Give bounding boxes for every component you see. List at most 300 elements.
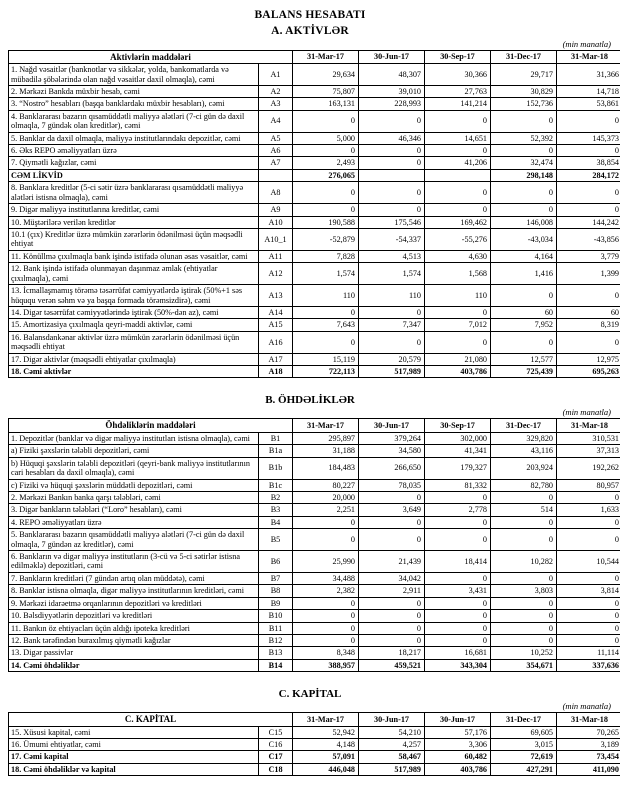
liabilities-row-value: 10,544 bbox=[557, 551, 620, 573]
table-row bbox=[9, 216, 620, 228]
assets-row-value bbox=[359, 169, 425, 181]
table-row bbox=[9, 229, 620, 251]
liabilities-row-value: 81,332 bbox=[425, 479, 491, 491]
liabilities-row-value: 0 bbox=[425, 572, 491, 584]
assets-unit-note: (min manatla) bbox=[8, 39, 611, 49]
assets-row-value: 145,373 bbox=[557, 132, 620, 144]
assets-row-value: 14,718 bbox=[557, 85, 620, 97]
assets-row-value: 0 bbox=[491, 145, 557, 157]
liabilities-row-value: 0 bbox=[293, 529, 359, 551]
table-row bbox=[9, 659, 620, 671]
capital-row-value: 58,467 bbox=[359, 751, 425, 763]
liabilities-row-label: b) Hüquqi şəxslərin tələbli depozitləri (qeyri-bank maliyyə institutlarının cari hesabları da daxil olmaqla), cəmi bbox=[9, 457, 259, 479]
capital-row-value: 3,306 bbox=[425, 739, 491, 751]
assets-col-4: 31-Dec-17 bbox=[491, 50, 557, 63]
assets-row-value: 722,113 bbox=[293, 366, 359, 378]
assets-row-value: 30,366 bbox=[425, 64, 491, 86]
table-row bbox=[9, 169, 620, 181]
capital-col-2: 30-Jun-17 bbox=[359, 713, 425, 726]
assets-row-value: 190,588 bbox=[293, 216, 359, 228]
capital-col-3: 30-Jun-17 bbox=[425, 713, 491, 726]
assets-row-value: 0 bbox=[491, 331, 557, 353]
table-row bbox=[9, 353, 620, 365]
assets-row-value bbox=[425, 169, 491, 181]
liabilities-row-value: 0 bbox=[359, 529, 425, 551]
assets-row-value: 2,493 bbox=[293, 157, 359, 169]
assets-row-value: 21,080 bbox=[425, 353, 491, 365]
assets-row-value: 0 bbox=[425, 331, 491, 353]
liabilities-row-value: 0 bbox=[491, 572, 557, 584]
liabilities-row-code: B2 bbox=[259, 491, 293, 503]
assets-row-code bbox=[259, 169, 293, 181]
table-row bbox=[9, 622, 620, 634]
liabilities-row-value: 0 bbox=[425, 491, 491, 503]
liabilities-row-value: 3,803 bbox=[491, 585, 557, 597]
liabilities-row-value: 0 bbox=[491, 491, 557, 503]
liabilities-row-label: 3. Digər bankların tələbləri (“Loro” hesabları), cəmi bbox=[9, 504, 259, 516]
assets-row-value: 169,462 bbox=[425, 216, 491, 228]
assets-row-value: 46,346 bbox=[359, 132, 425, 144]
table-row bbox=[9, 726, 620, 738]
document-title-line2: A. AKTİVLƏR bbox=[8, 24, 612, 38]
liabilities-row-value: 3,431 bbox=[425, 585, 491, 597]
liabilities-row-label: 4. REPO əməliyyatları üzrə bbox=[9, 516, 259, 528]
assets-row-code: A14 bbox=[259, 306, 293, 318]
assets-row-value: 7,828 bbox=[293, 250, 359, 262]
table-row bbox=[9, 529, 620, 551]
table-row bbox=[9, 610, 620, 622]
liabilities-row-code: B13 bbox=[259, 647, 293, 659]
assets-row-label: 1. Nağd vəsaitlər (banknotlar və sikkələr, yolda, bankomatlarda və mübadilə şöbələrində olan nağd vəsaitlər daxil olmaqla), cəmi bbox=[9, 64, 259, 86]
liabilities-row-value: 459,521 bbox=[359, 659, 425, 671]
assets-row-value: 53,861 bbox=[557, 98, 620, 110]
table-row bbox=[9, 319, 620, 331]
liabilities-row-code: B3 bbox=[259, 504, 293, 516]
assets-row-label: 6. Əks REPO əməliyyatları üzrə bbox=[9, 145, 259, 157]
assets-row-value: 517,989 bbox=[359, 366, 425, 378]
liabilities-row-value: 0 bbox=[359, 516, 425, 528]
assets-header-label: Aktivlərin maddələri bbox=[9, 50, 293, 63]
table-row bbox=[9, 432, 620, 444]
liabilities-col-2: 30-Jun-17 bbox=[359, 419, 425, 432]
assets-row-value: 0 bbox=[359, 331, 425, 353]
assets-row-value: 29,634 bbox=[293, 64, 359, 86]
capital-row-value: 427,291 bbox=[491, 763, 557, 775]
liabilities-row-label: 6. Bankların və digər maliyyə institutların (3-cü və 5-ci sətirlər istisna edilməklə) depozitləri, cəmi bbox=[9, 551, 259, 573]
liabilities-row-value: 0 bbox=[491, 529, 557, 551]
capital-row-value: 4,257 bbox=[359, 739, 425, 751]
assets-col-5: 31-Mar-18 bbox=[557, 50, 620, 63]
capital-row-value: 446,048 bbox=[293, 763, 359, 775]
assets-row-value: 4,513 bbox=[359, 250, 425, 262]
assets-row-value: 0 bbox=[293, 306, 359, 318]
assets-row-value: 31,366 bbox=[557, 64, 620, 86]
assets-row-value: 7,347 bbox=[359, 319, 425, 331]
capital-row-value: 73,454 bbox=[557, 751, 620, 763]
liabilities-row-value: 0 bbox=[557, 529, 620, 551]
assets-row-code: A1 bbox=[259, 64, 293, 86]
assets-row-label: 17. Digər aktivlər (məqsədli ehtiyatlar çıxılmaqla) bbox=[9, 353, 259, 365]
assets-row-value: 0 bbox=[425, 110, 491, 132]
assets-row-label: 13. İcmallaşmamış törəmə təsərrüfat cəmiyyətlərdə iştirak (50%+1 səs hüququ verən səhm və ya başqa formada törəmsizdirə), cəmi bbox=[9, 285, 259, 307]
liabilities-row-value: 25,990 bbox=[293, 551, 359, 573]
assets-table bbox=[8, 50, 620, 379]
capital-header-label: C. KAPİTAL bbox=[9, 713, 293, 726]
assets-row-value: 0 bbox=[359, 157, 425, 169]
capital-row-code: C17 bbox=[259, 751, 293, 763]
liabilities-unit-note: (min manatla) bbox=[8, 407, 611, 417]
liabilities-row-value: 0 bbox=[425, 610, 491, 622]
table-row bbox=[9, 64, 620, 86]
liabilities-header-label: Öhdəliklərin maddələri bbox=[9, 419, 293, 432]
liabilities-row-code: B5 bbox=[259, 529, 293, 551]
liabilities-row-code: B1a bbox=[259, 445, 293, 457]
liabilities-row-code: B11 bbox=[259, 622, 293, 634]
liabilities-row-value: 0 bbox=[425, 597, 491, 609]
assets-row-value: 4,630 bbox=[425, 250, 491, 262]
liabilities-row-value: 2,778 bbox=[425, 504, 491, 516]
liabilities-row-value: 21,439 bbox=[359, 551, 425, 573]
assets-row-value: 0 bbox=[491, 285, 557, 307]
liabilities-row-label: 12. Bank tərəfindən buraxılmış qiymətli kağızlar bbox=[9, 635, 259, 647]
table-row bbox=[9, 250, 620, 262]
assets-row-code: A10_1 bbox=[259, 229, 293, 251]
liabilities-row-value: 10,282 bbox=[491, 551, 557, 573]
assets-row-label: 12. Bank işində istifadə olunmayan daşınmaz əmlak (ehtiyatlar çıxılmaqla), cəmi bbox=[9, 263, 259, 285]
assets-row-value: 110 bbox=[425, 285, 491, 307]
liabilities-row-value: 0 bbox=[425, 635, 491, 647]
table-row bbox=[9, 445, 620, 457]
table-row bbox=[9, 331, 620, 353]
table-row bbox=[9, 204, 620, 216]
assets-row-value: -43,856 bbox=[557, 229, 620, 251]
capital-row-value: 52,942 bbox=[293, 726, 359, 738]
liabilities-table bbox=[8, 418, 620, 672]
liabilities-col-4: 31-Dec-17 bbox=[491, 419, 557, 432]
assets-row-value: 0 bbox=[359, 306, 425, 318]
liabilities-row-label: 10. Bəlsdiyyətlərin depozitləri və kreditləri bbox=[9, 610, 259, 622]
assets-row-value: 0 bbox=[359, 110, 425, 132]
liabilities-row-label: 2. Mərkəzi Bankın banka qarşı tələbləri, cəmi bbox=[9, 491, 259, 503]
assets-row-value: 14,651 bbox=[425, 132, 491, 144]
assets-col-1: 31-Mar-17 bbox=[293, 50, 359, 63]
assets-row-value: 175,546 bbox=[359, 216, 425, 228]
assets-row-value: 0 bbox=[557, 182, 620, 204]
liabilities-row-value: 388,957 bbox=[293, 659, 359, 671]
liabilities-row-value: 0 bbox=[557, 610, 620, 622]
assets-row-value: 228,993 bbox=[359, 98, 425, 110]
assets-row-label: 3. “Nostro” hesabları (başqa banklardakı müxbir hesabları), cəmi bbox=[9, 98, 259, 110]
liabilities-row-value: 192,262 bbox=[557, 457, 620, 479]
table-row bbox=[9, 98, 620, 110]
liabilities-row-value: 0 bbox=[491, 597, 557, 609]
assets-row-value: 60 bbox=[491, 306, 557, 318]
table-row bbox=[9, 491, 620, 503]
table-row bbox=[9, 551, 620, 573]
liabilities-row-value: 0 bbox=[557, 622, 620, 634]
assets-row-code: A7 bbox=[259, 157, 293, 169]
table-row bbox=[9, 635, 620, 647]
assets-row-value: 0 bbox=[491, 182, 557, 204]
liabilities-row-value: 2,382 bbox=[293, 585, 359, 597]
assets-row-value: 41,206 bbox=[425, 157, 491, 169]
table-row bbox=[9, 751, 620, 763]
table-row bbox=[9, 516, 620, 528]
liabilities-row-value: 0 bbox=[359, 635, 425, 647]
assets-row-label: 4. Banklararası bazarın qısamüddətli maliyyə alətləri (7-ci gün də daxil olmaqla, 7 gündək olan kreditlər), cəmi bbox=[9, 110, 259, 132]
assets-row-code: A17 bbox=[259, 353, 293, 365]
assets-row-label: 5. Banklar da daxil olmaqla, maliyyə institutlarındakı depozitlər, cəmi bbox=[9, 132, 259, 144]
assets-row-value: 0 bbox=[425, 182, 491, 204]
assets-row-value: 7,012 bbox=[425, 319, 491, 331]
capital-col-4: 31-Dec-17 bbox=[491, 713, 557, 726]
liabilities-row-code: B4 bbox=[259, 516, 293, 528]
capital-row-value: 57,176 bbox=[425, 726, 491, 738]
capital-row-value: 403,786 bbox=[425, 763, 491, 775]
assets-row-label: 8. Banklara kreditlər (5-ci sətir üzrə banklararası qısamüddətli maliyyə alətləri istisna olmaqla), cəmi bbox=[9, 182, 259, 204]
assets-row-code: A8 bbox=[259, 182, 293, 204]
table-row bbox=[9, 263, 620, 285]
capital-row-value: 60,482 bbox=[425, 751, 491, 763]
liabilities-row-value: 34,488 bbox=[293, 572, 359, 584]
liabilities-row-value: 3,814 bbox=[557, 585, 620, 597]
assets-row-value: 0 bbox=[359, 145, 425, 157]
capital-col-5: 31-Mar-18 bbox=[557, 713, 620, 726]
liabilities-row-code: B9 bbox=[259, 597, 293, 609]
liabilities-row-value: 184,483 bbox=[293, 457, 359, 479]
capital-row-label: 17. Cəmi kapital bbox=[9, 751, 259, 763]
liabilities-row-code: B12 bbox=[259, 635, 293, 647]
assets-row-value: 8,319 bbox=[557, 319, 620, 331]
table-row bbox=[9, 182, 620, 204]
capital-row-value: 57,091 bbox=[293, 751, 359, 763]
liabilities-row-code: B14 bbox=[259, 659, 293, 671]
assets-row-value: -43,034 bbox=[491, 229, 557, 251]
assets-row-code: A11 bbox=[259, 250, 293, 262]
table-row bbox=[9, 306, 620, 318]
table-row bbox=[9, 572, 620, 584]
assets-row-code: A16 bbox=[259, 331, 293, 353]
assets-row-value: 152,736 bbox=[491, 98, 557, 110]
liabilities-row-value: 379,264 bbox=[359, 432, 425, 444]
assets-row-value: 60 bbox=[557, 306, 620, 318]
liabilities-row-value: 18,414 bbox=[425, 551, 491, 573]
liabilities-row-label: 1. Depozitlər (banklar və digər maliyyə institutları istisna olmaqla), cəmi bbox=[9, 432, 259, 444]
assets-row-code: A9 bbox=[259, 204, 293, 216]
liabilities-row-value: 0 bbox=[293, 610, 359, 622]
assets-row-value: 0 bbox=[491, 110, 557, 132]
assets-row-value: 30,829 bbox=[491, 85, 557, 97]
assets-row-value: 0 bbox=[425, 204, 491, 216]
liabilities-row-label: a) Fiziki şəxslərin tələbli depozitləri, cəmi bbox=[9, 445, 259, 457]
assets-row-label: 18. Cəmi aktivlər bbox=[9, 366, 259, 378]
assets-row-value: 1,399 bbox=[557, 263, 620, 285]
assets-row-value: 39,010 bbox=[359, 85, 425, 97]
assets-row-label: 14. Digər təsərrüfat cəmiyyətlərində iştirak (50%-dən az), cəmi bbox=[9, 306, 259, 318]
assets-body bbox=[9, 64, 620, 378]
liabilities-row-value: 514 bbox=[491, 504, 557, 516]
liabilities-row-label: 5. Banklararası bazarın qısamüddətli maliyyə alətləri (7-ci gün də daxil olmaqla, 7 gündən az kreditlər), cəmi bbox=[9, 529, 259, 551]
capital-unit-note: (min manatla) bbox=[8, 701, 611, 711]
assets-row-code: A5 bbox=[259, 132, 293, 144]
liabilities-row-value: 16,681 bbox=[425, 647, 491, 659]
liabilities-row-value: 0 bbox=[491, 635, 557, 647]
table-row bbox=[9, 504, 620, 516]
assets-row-value: 0 bbox=[557, 110, 620, 132]
assets-row-value: 32,474 bbox=[491, 157, 557, 169]
assets-row-value: 403,786 bbox=[425, 366, 491, 378]
table-row bbox=[9, 110, 620, 132]
capital-row-value: 69,605 bbox=[491, 726, 557, 738]
capital-row-value: 72,619 bbox=[491, 751, 557, 763]
liabilities-row-value: 80,957 bbox=[557, 479, 620, 491]
assets-row-value: 141,214 bbox=[425, 98, 491, 110]
assets-row-value: 29,717 bbox=[491, 64, 557, 86]
assets-row-value: 110 bbox=[293, 285, 359, 307]
capital-row-code: C18 bbox=[259, 763, 293, 775]
assets-row-value: 7,643 bbox=[293, 319, 359, 331]
assets-row-value: 276,065 bbox=[293, 169, 359, 181]
liabilities-row-value: 0 bbox=[491, 622, 557, 634]
assets-row-label: CƏM LİKVİD bbox=[9, 169, 259, 181]
liabilities-row-value: 1,633 bbox=[557, 504, 620, 516]
liabilities-row-value: 0 bbox=[359, 597, 425, 609]
liabilities-row-value: 0 bbox=[359, 491, 425, 503]
assets-row-value: 0 bbox=[557, 331, 620, 353]
assets-row-value: 0 bbox=[359, 182, 425, 204]
table-row bbox=[9, 157, 620, 169]
capital-row-value: 411,090 bbox=[557, 763, 620, 775]
assets-row-code: A4 bbox=[259, 110, 293, 132]
assets-row-value: 12,975 bbox=[557, 353, 620, 365]
liabilities-col-3: 30-Sep-17 bbox=[425, 419, 491, 432]
liabilities-row-value: 3,649 bbox=[359, 504, 425, 516]
table-row bbox=[9, 366, 620, 378]
liabilities-header-row bbox=[9, 419, 620, 432]
assets-row-value: 0 bbox=[425, 145, 491, 157]
liabilities-row-code: B7 bbox=[259, 572, 293, 584]
capital-row-label: 18. Cəmi öhdəliklər və kapital bbox=[9, 763, 259, 775]
table-row bbox=[9, 145, 620, 157]
assets-row-value: 4,164 bbox=[491, 250, 557, 262]
liabilities-row-label: 7. Bankların kreditləri (7 gündən artıq olan müddətə), cəmi bbox=[9, 572, 259, 584]
table-row bbox=[9, 132, 620, 144]
liabilities-row-value: 0 bbox=[557, 572, 620, 584]
assets-row-value: 1,568 bbox=[425, 263, 491, 285]
table-row bbox=[9, 85, 620, 97]
capital-row-code: C15 bbox=[259, 726, 293, 738]
assets-row-label: 9. Digər maliyyə institutlarına kreditlər, cəmi bbox=[9, 204, 259, 216]
table-row bbox=[9, 457, 620, 479]
liabilities-row-value: 0 bbox=[557, 635, 620, 647]
assets-row-value: -55,276 bbox=[425, 229, 491, 251]
liabilities-row-value: 266,650 bbox=[359, 457, 425, 479]
liabilities-row-label: 9. Mərkəzi idarəetmə orqanlarının depozitləri və kreditləri bbox=[9, 597, 259, 609]
liabilities-row-value: 34,580 bbox=[359, 445, 425, 457]
assets-row-label: 16. Balansdankənar aktivlər üzrə mümkün zərərlərin ödənilməsi üçün məqsədli ehtiyat bbox=[9, 331, 259, 353]
assets-col-2: 30-Jun-17 bbox=[359, 50, 425, 63]
liabilities-row-value: 0 bbox=[425, 529, 491, 551]
assets-row-value: 12,577 bbox=[491, 353, 557, 365]
assets-row-value: 52,392 bbox=[491, 132, 557, 144]
assets-row-value: 38,854 bbox=[557, 157, 620, 169]
assets-row-value: 0 bbox=[359, 204, 425, 216]
liabilities-row-label: 11. Bankın öz ehtiyacları üçün aldığı ipoteka kreditləri bbox=[9, 622, 259, 634]
liabilities-row-value: 2,911 bbox=[359, 585, 425, 597]
capital-row-value: 70,265 bbox=[557, 726, 620, 738]
liabilities-row-value: 295,897 bbox=[293, 432, 359, 444]
liabilities-row-code: B1b bbox=[259, 457, 293, 479]
liabilities-row-value: 0 bbox=[293, 635, 359, 647]
table-row bbox=[9, 285, 620, 307]
liabilities-row-value: 0 bbox=[491, 610, 557, 622]
assets-row-value: 725,439 bbox=[491, 366, 557, 378]
assets-row-value: 298,148 bbox=[491, 169, 557, 181]
assets-row-label: 10. Müştərilərə verilən kreditlər bbox=[9, 216, 259, 228]
document-title-line1: BALANS HESABATI bbox=[8, 8, 612, 22]
liabilities-col-1: 31-Mar-17 bbox=[293, 419, 359, 432]
assets-row-label: 7. Qiymətli kağızlar, cəmi bbox=[9, 157, 259, 169]
liabilities-row-value: 8,348 bbox=[293, 647, 359, 659]
assets-row-value: 75,807 bbox=[293, 85, 359, 97]
liabilities-row-value: 179,327 bbox=[425, 457, 491, 479]
liabilities-row-value: 0 bbox=[293, 597, 359, 609]
assets-row-value: 163,131 bbox=[293, 98, 359, 110]
liabilities-row-value: 82,780 bbox=[491, 479, 557, 491]
assets-row-value: -54,337 bbox=[359, 229, 425, 251]
liabilities-section-title: B. ÖHDƏLİKLƏR bbox=[8, 394, 612, 406]
liabilities-row-value: 302,000 bbox=[425, 432, 491, 444]
assets-row-code: A2 bbox=[259, 85, 293, 97]
assets-row-value: 1,574 bbox=[293, 263, 359, 285]
capital-row-label: 16. Ümumi ehtiyatlar, cəmi bbox=[9, 739, 259, 751]
capital-row-code: C16 bbox=[259, 739, 293, 751]
capital-col-1: 31-Mar-17 bbox=[293, 713, 359, 726]
assets-row-code: A15 bbox=[259, 319, 293, 331]
liabilities-row-code: B10 bbox=[259, 610, 293, 622]
capital-row-value: 4,148 bbox=[293, 739, 359, 751]
table-row bbox=[9, 739, 620, 751]
liabilities-row-value: 0 bbox=[359, 622, 425, 634]
liabilities-row-value: 31,188 bbox=[293, 445, 359, 457]
liabilities-row-value: 41,341 bbox=[425, 445, 491, 457]
table-row bbox=[9, 479, 620, 491]
assets-row-value: 0 bbox=[293, 145, 359, 157]
liabilities-row-value: 0 bbox=[557, 491, 620, 503]
assets-row-value: 0 bbox=[557, 204, 620, 216]
liabilities-row-value: 0 bbox=[293, 516, 359, 528]
assets-row-value: 0 bbox=[491, 204, 557, 216]
assets-row-value: 1,416 bbox=[491, 263, 557, 285]
liabilities-row-value: 80,227 bbox=[293, 479, 359, 491]
capital-body bbox=[9, 726, 620, 776]
liabilities-row-value: 0 bbox=[557, 516, 620, 528]
liabilities-row-value: 0 bbox=[425, 516, 491, 528]
liabilities-row-code: B1 bbox=[259, 432, 293, 444]
assets-row-value: 20,579 bbox=[359, 353, 425, 365]
assets-row-value: 7,952 bbox=[491, 319, 557, 331]
capital-row-label: 15. Xüsusi kapital, cəmi bbox=[9, 726, 259, 738]
assets-row-value: 0 bbox=[293, 204, 359, 216]
liabilities-row-value: 0 bbox=[557, 597, 620, 609]
assets-row-value: 3,779 bbox=[557, 250, 620, 262]
assets-row-value: 144,242 bbox=[557, 216, 620, 228]
assets-row-value: 0 bbox=[293, 110, 359, 132]
liabilities-row-value: 11,114 bbox=[557, 647, 620, 659]
assets-row-code: A3 bbox=[259, 98, 293, 110]
assets-row-value: 48,307 bbox=[359, 64, 425, 86]
liabilities-row-value: 343,304 bbox=[425, 659, 491, 671]
